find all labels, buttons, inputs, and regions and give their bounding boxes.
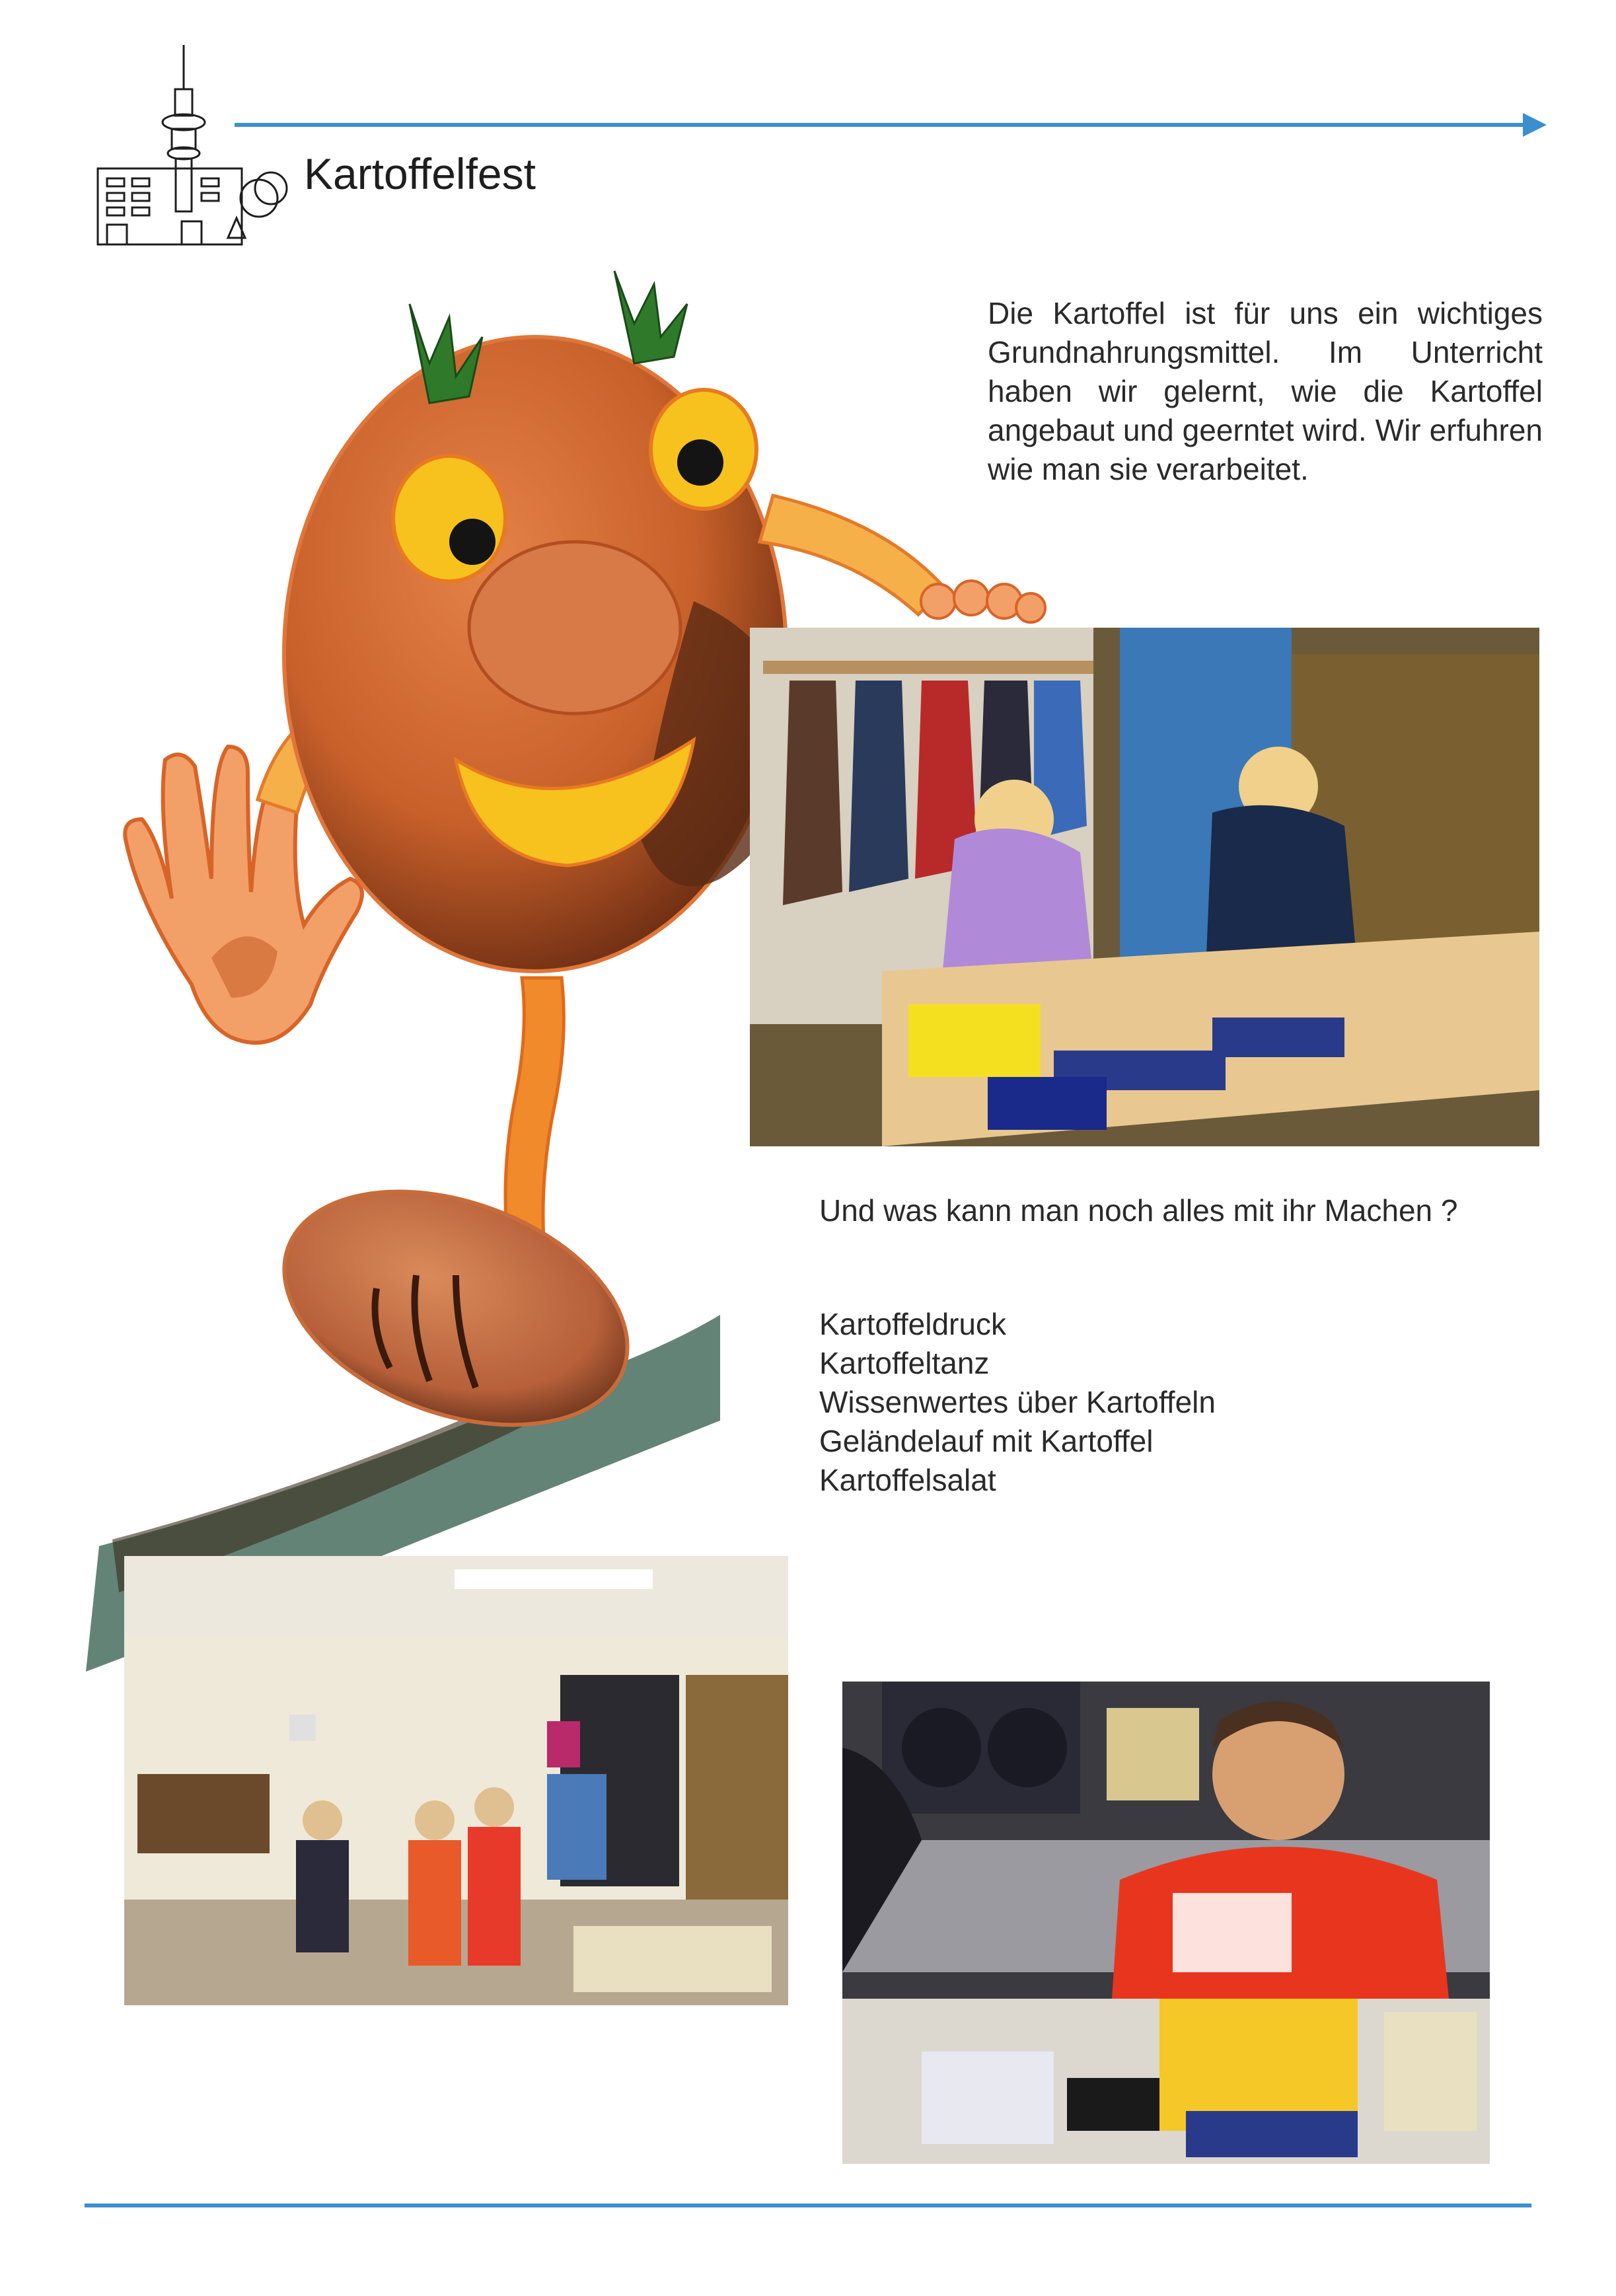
list-item: Kartoffelsalat bbox=[819, 1463, 996, 1497]
photo-boy-painting bbox=[842, 1682, 1490, 2164]
intro-paragraph: Die Kartoffel ist für uns ein wichtiges Grundnahrungsmittel. Im Unterricht haben wir gelernt, wie die Kartoffel angebaut und geerntet wird. Wir erfuhren wie man sie verarbeitet. bbox=[988, 296, 1543, 486]
list-item: Kartoffeldruck bbox=[819, 1307, 1006, 1341]
photo-classroom bbox=[124, 1556, 788, 2005]
question-text: Und was kann man noch alles mit ihr Machen ? bbox=[819, 1193, 1458, 1228]
school-logo-icon bbox=[66, 40, 291, 251]
list-item: Wissenwertes über Kartoffeln bbox=[819, 1385, 1216, 1419]
list-item: Kartoffeltanz bbox=[819, 1346, 990, 1380]
activities-list bbox=[819, 1305, 1216, 1500]
page-title: Kartoffelfest bbox=[304, 149, 536, 198]
photo-children-painting bbox=[750, 628, 1539, 1146]
list-item: Geländelauf mit Kartoffel bbox=[819, 1424, 1154, 1458]
arrow-right-icon bbox=[1523, 113, 1547, 137]
top-rule bbox=[235, 123, 1539, 127]
bottom-rule bbox=[85, 2203, 1531, 2207]
